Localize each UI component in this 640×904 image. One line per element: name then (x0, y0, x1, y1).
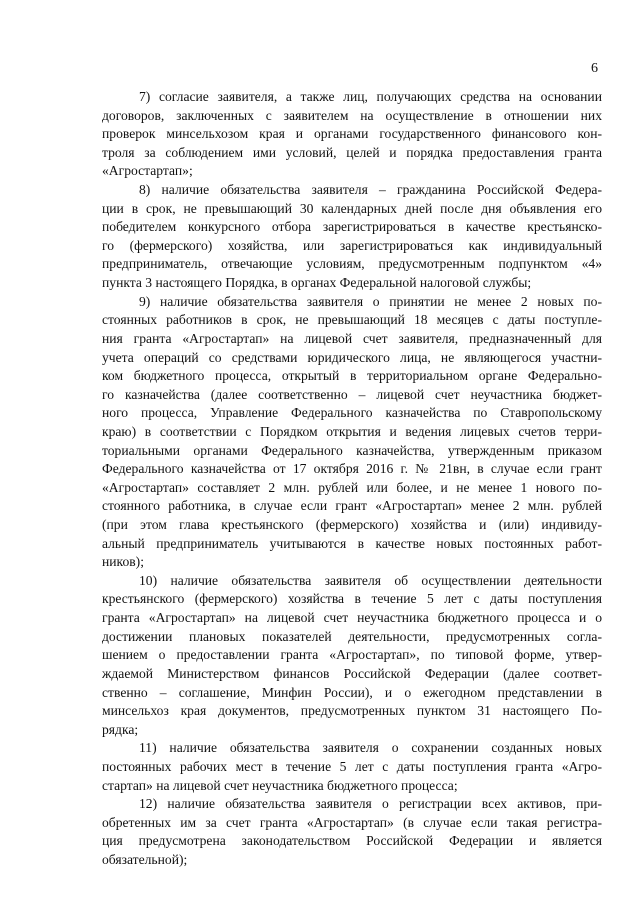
text-line: учета операций со средствами юридического лица, не являющегося участни- (102, 349, 602, 365)
text-line: постоянных рабочих мест в течение 5 лет с даты поступления гранта «Агро- (102, 758, 602, 774)
text-line: ком бюджетного процесса, открытый в территориальном органе Федерально- (102, 368, 602, 384)
document-body (102, 88, 602, 870)
text-line: ториальными органами Федерального казначейства, утвержденным приказом (102, 442, 602, 458)
text-line: «Агростартап» составляет 2 млн. рублей или более, и не менее 1 нового по- (102, 479, 602, 495)
text-line: шением о предоставлении гранта «Агростартап», по типовой форме, утвер- (102, 647, 602, 663)
text-line: 12) наличие обязательства заявителя о регистрации всех активов, при- (139, 796, 602, 812)
text-line: Федерального казначейства от 17 октября 2016 г. № 21вн, в случае если грант (102, 461, 602, 477)
paragraph-p8 (102, 181, 602, 293)
paragraph-p11 (102, 739, 602, 795)
text-line: 8) наличие обязательства заявителя – гражданина Российской Федера- (139, 182, 602, 198)
text-line: предприниматель, отвечающие условиям, предусмотренным подпунктом «4» (102, 256, 602, 272)
text-line: ция предусмотрена законодательством Российской Федерации и является (102, 833, 602, 849)
text-line: ного процесса, Управление Федерального казначейства по Ставропольскому (102, 405, 602, 421)
text-line: крестьянского (фермерского) хозяйства в течение 5 лет с даты поступления (102, 591, 602, 607)
text-line: (при этом глава крестьянского (фермерского) хозяйства и (или) индивиду- (102, 517, 602, 533)
text-line: троля за соблюдением ими условий, целей и порядка предоставления гранта (102, 144, 602, 160)
paragraph-p9 (102, 293, 602, 572)
text-line: краю) в соответствии с Порядком открытия и ведения лицевых счетов терри- (102, 423, 602, 439)
text-line: ции в срок, не превышающий 30 календарных дней после дня объявления его (102, 200, 602, 216)
text-line: стоянного работника, в случае если грант «Агростартап» менее 2 млн. рублей (102, 498, 602, 514)
text-line: договоров, заключенных с заявителем на осуществление в отношении них (102, 107, 602, 123)
paragraph-p12 (102, 795, 602, 869)
text-line: 11) наличие обязательства заявителя о сохранении созданных новых (139, 740, 602, 756)
text-line: проверок минсельхозом края и органами государственного финансового кон- (102, 126, 602, 142)
text-line: гранта «Агростартап» на лицевой счет неучастника бюджетного процесса и о (102, 610, 602, 626)
text-line: альный предприниматель учитываются в качестве новых постоянных работ- (102, 535, 602, 551)
text-line: минсельхоз края документов, предусмотренных пунктом 31 настоящего По- (102, 703, 602, 719)
text-line: 10) наличие обязательства заявителя об осуществлении деятельности (139, 572, 602, 588)
text-line: ников); (102, 554, 144, 570)
text-line: ждаемой Министерством финансов Российской Федерации (далее соответ- (102, 665, 602, 681)
text-line: «Агростартап»; (102, 163, 193, 179)
text-line: 9) наличие обязательства заявителя о принятии не менее 2 новых по- (139, 293, 602, 309)
text-line: пункта 3 настоящего Порядка, в органах Федеральной налоговой службы; (102, 275, 532, 291)
paragraph-p7 (102, 88, 602, 181)
text-line: го казначейства (далее соответственно – лицевой счет неучастника бюджет- (102, 386, 602, 402)
text-line: обязательной); (102, 851, 188, 867)
text-line: достижении плановых показателей деятельности, предусмотренных согла- (102, 628, 602, 644)
text-line: рядка; (102, 721, 139, 737)
text-line: обретенных им за счет гранта «Агростартап» (в случае если такая регистра- (102, 814, 602, 830)
text-line: го (фермерского) хозяйства, или зарегистрироваться как индивидуальный (102, 237, 602, 253)
text-line: стоянных работников в срок, не превышающий 18 месяцев с даты поступле- (102, 312, 602, 328)
text-line: ственно – соглашение, Минфин России), и о ежегодном представлении в (102, 684, 602, 700)
text-line: стартап» на лицевой счет неучастника бюджетного процесса; (102, 777, 458, 793)
text-line: 7) согласие заявителя, а также лиц, получающих средства на основании (139, 89, 602, 104)
page-number: 6 (591, 61, 598, 76)
paragraph-p10 (102, 572, 602, 739)
text-line: победителем конкурсного отбора зарегистрироваться в качестве крестьянско- (102, 219, 602, 235)
text-line: ния гранта «Агростартап» на лицевой счет заявителя, предназначенный для (102, 330, 602, 346)
